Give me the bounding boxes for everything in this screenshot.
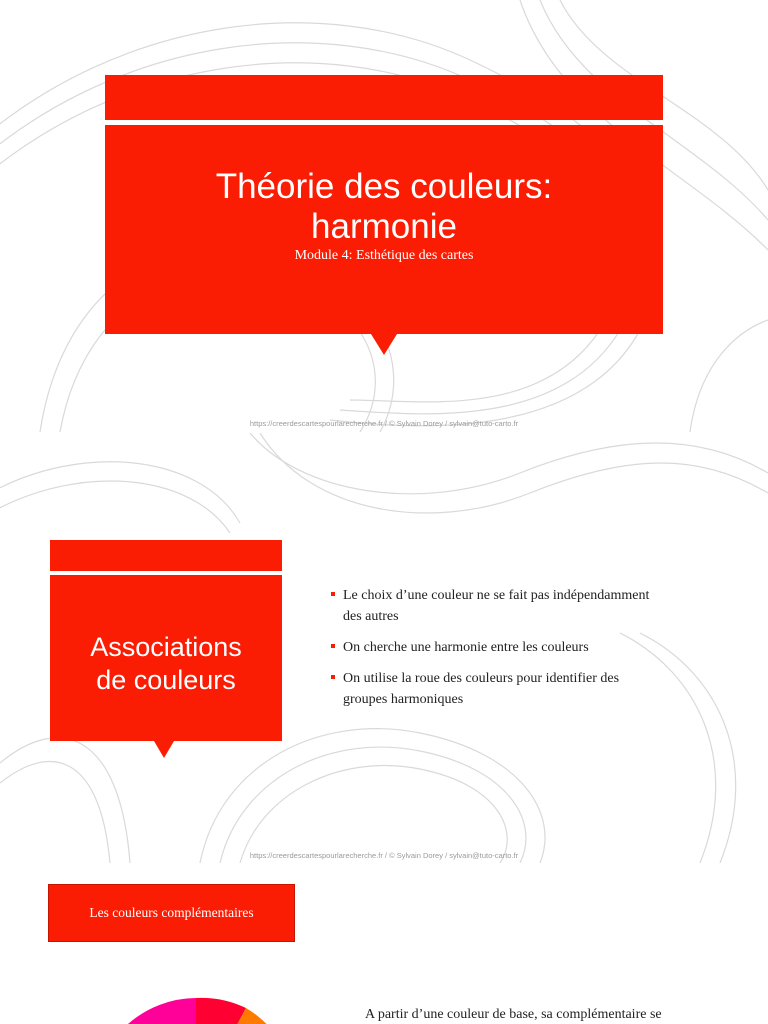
callout-pointer	[371, 334, 397, 355]
slide-title: Les couleurs complémentaires	[48, 884, 295, 942]
slide-complementary	[0, 864, 768, 1024]
list-item: On cherche une harmonie entre les couleurs	[331, 637, 741, 658]
slide-subtitle: Module 4: Esthétique des cartes	[294, 248, 474, 263]
slide-associations	[0, 433, 768, 863]
bullet-square-icon	[331, 675, 335, 679]
list-item: On utilise la roue des couleurs pour identifier des groupes harmoniques	[331, 668, 741, 710]
slide-title	[0, 0, 768, 432]
title-accent-bar	[50, 540, 282, 571]
slide-title-line2: de couleurs	[96, 665, 236, 695]
bullet-square-icon	[331, 644, 335, 648]
slide-footer: https://creerdescartespourlarecherche.fr / © Sylvain Dorey / sylvain@tuto-carto.fr	[249, 851, 519, 860]
list-item: A partir d’une couleur de base, sa complémentaire se	[365, 1007, 662, 1022]
bullet-list	[353, 1004, 753, 1024]
title-accent-bar	[105, 75, 663, 120]
slide-title-line1: Théorie des couleurs:	[215, 167, 553, 206]
color-wheel-image	[76, 982, 316, 1024]
callout-pointer	[154, 741, 174, 758]
title-box	[105, 125, 663, 334]
bullet-square-icon	[331, 592, 335, 596]
slide-title-line2: harmonie	[311, 207, 457, 246]
slide-title-line1: Associations	[90, 632, 242, 662]
list-item: Le choix d’une couleur ne se fait pas indépendamment des autres	[331, 585, 741, 627]
wheel-segment-red	[196, 998, 246, 1024]
title-box	[50, 575, 282, 741]
wheel-segment-magenta	[128, 998, 196, 1024]
bullet-list	[331, 585, 741, 720]
slide-footer: https://creerdescartespourlarecherche.fr / © Sylvain Dorey / sylvain@tuto-carto.fr	[249, 419, 519, 428]
